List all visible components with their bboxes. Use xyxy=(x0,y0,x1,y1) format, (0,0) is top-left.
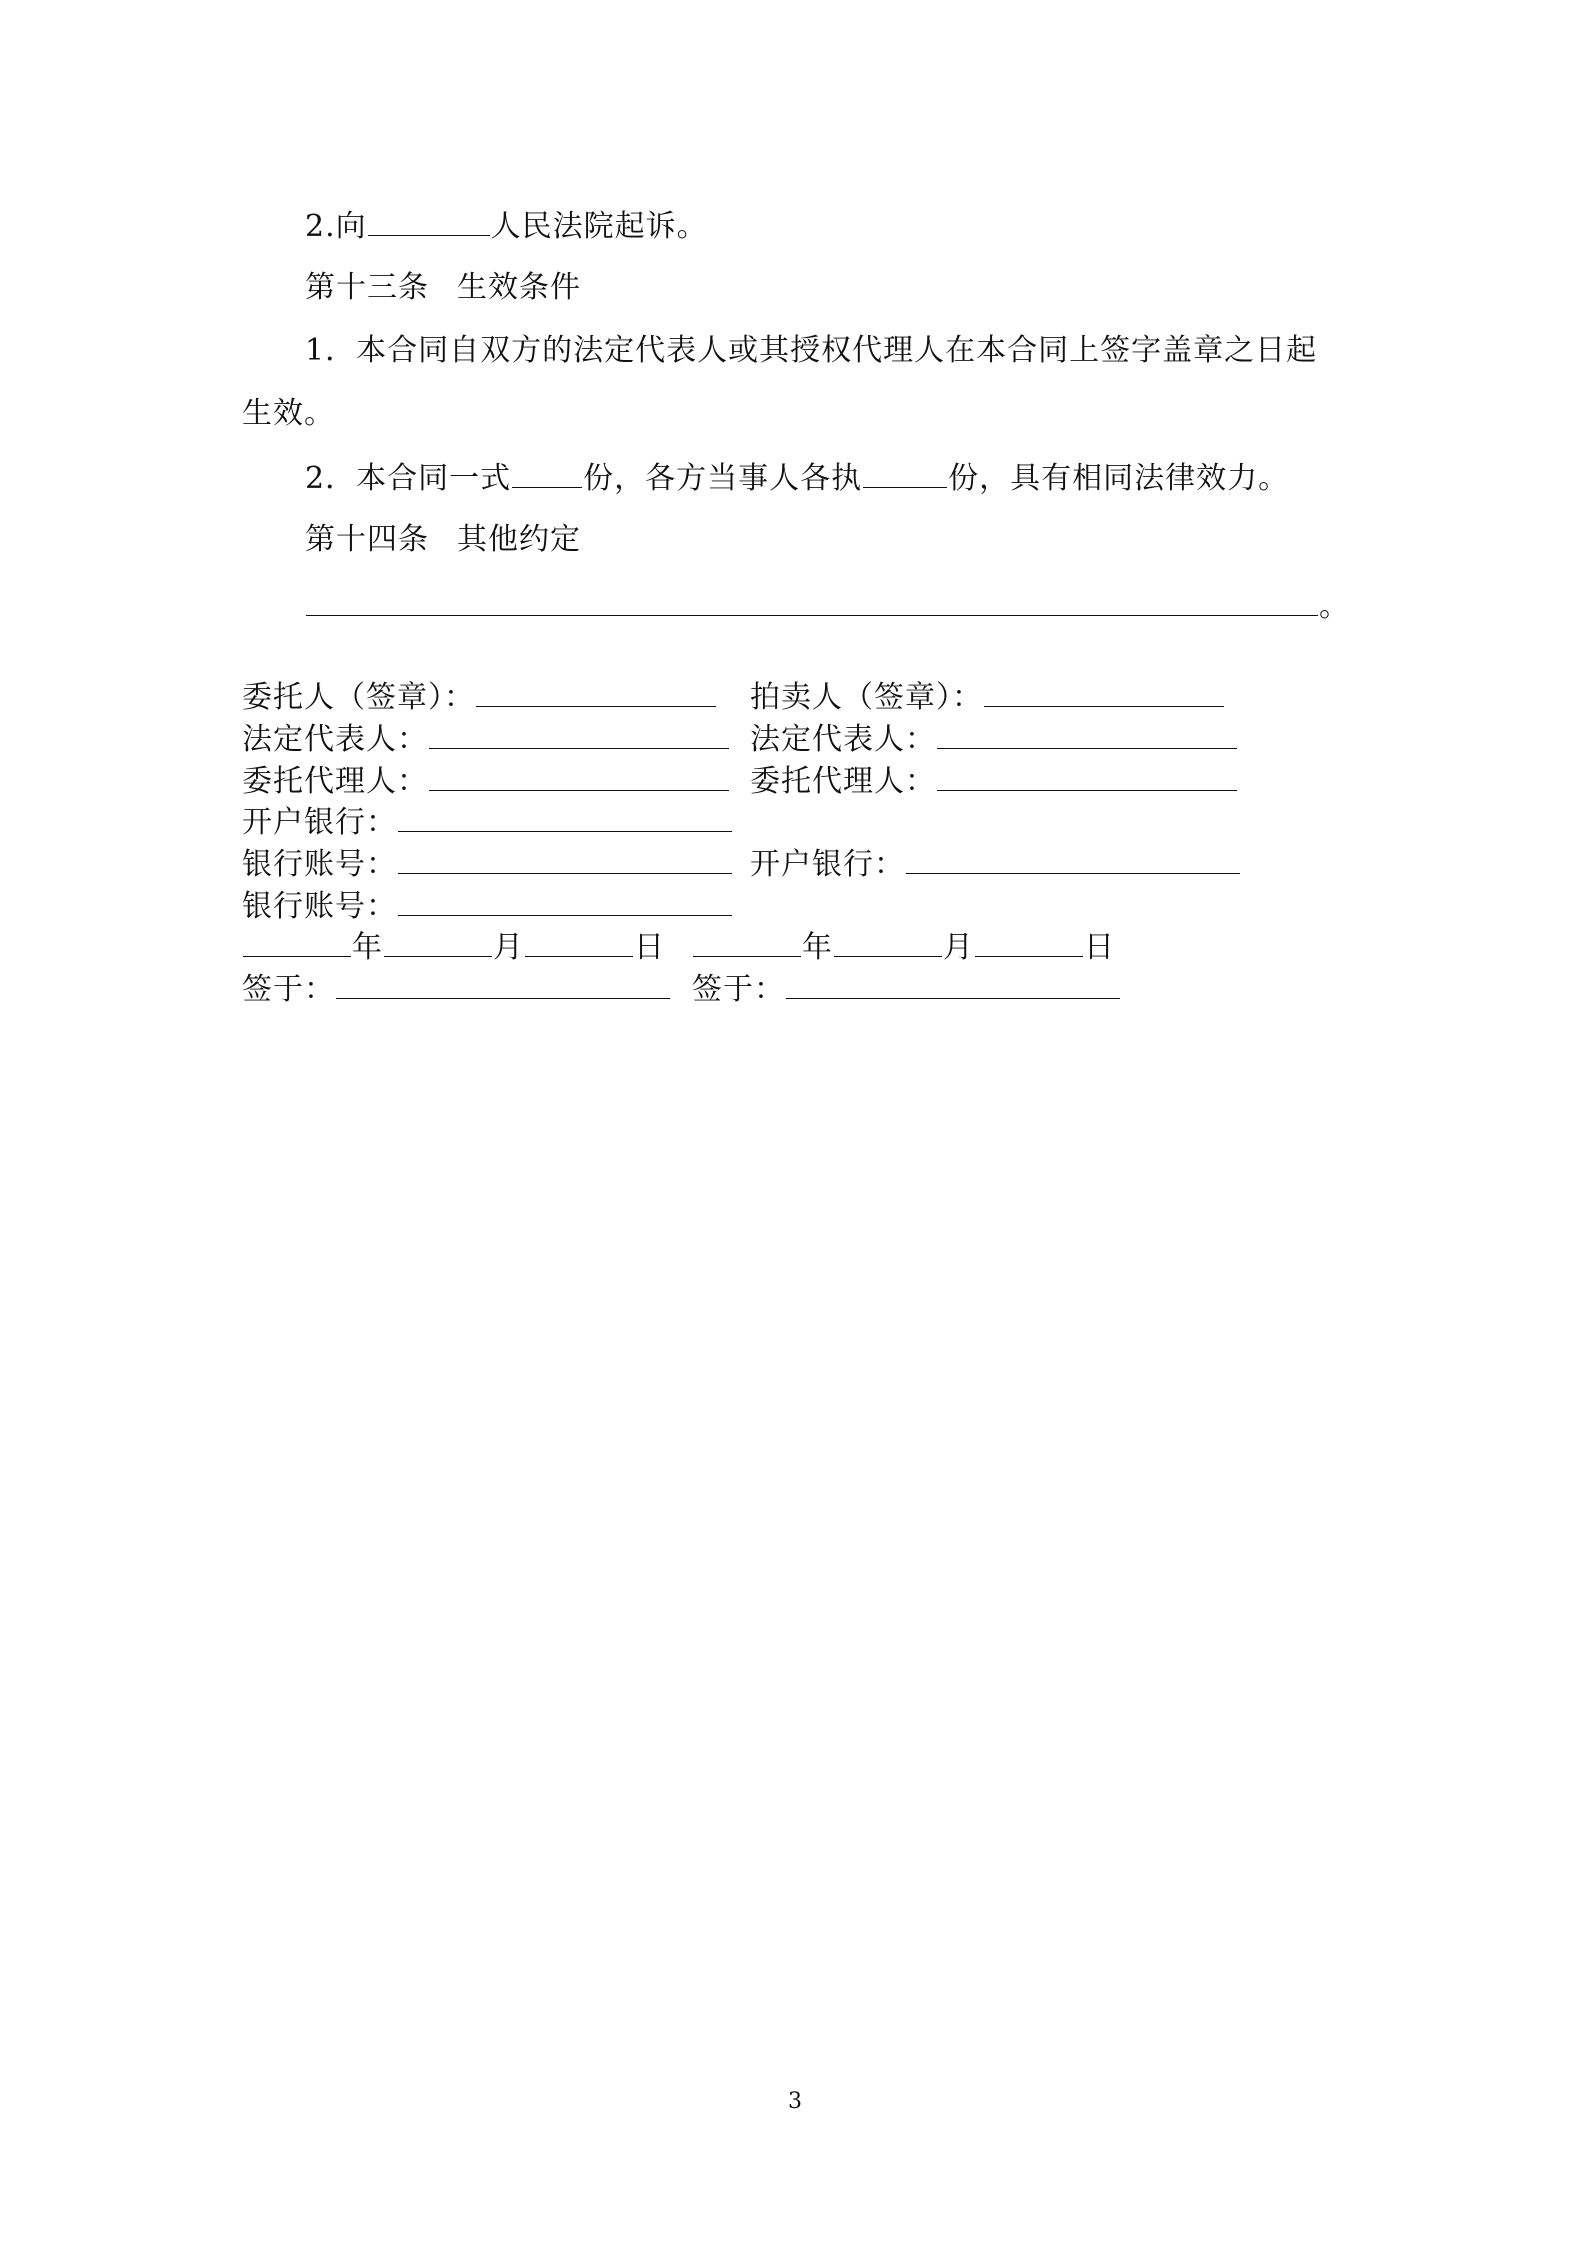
day-left-label: 日 xyxy=(634,930,665,965)
auctioneer-seal-row xyxy=(750,676,1225,718)
consignor-seal-label: 委托人（签章）： xyxy=(242,680,475,715)
account-left-blank-2[interactable] xyxy=(398,885,732,916)
agent-left-label: 委托代理人： xyxy=(242,764,428,799)
month-left-label: 月 xyxy=(493,930,524,965)
signed-at-left-row xyxy=(242,968,671,1010)
legal-rep-left-row xyxy=(242,718,730,760)
account-left-label: 银行账号： xyxy=(242,847,397,882)
article-13-number: 第十三条 xyxy=(305,270,429,305)
date-row-right xyxy=(692,926,1115,968)
legal-rep-left-label: 法定代表人： xyxy=(242,722,428,757)
bank-right-blank[interactable] xyxy=(906,843,1240,874)
legal-rep-right-label: 法定代表人： xyxy=(750,722,936,757)
item-2-suffix: 份，具有相同法律效力。 xyxy=(948,461,1290,496)
item-2-middle: 份，各方当事人各执 xyxy=(583,461,863,496)
item-2-line xyxy=(305,457,1289,499)
item-2-prefix: 2．本合同一式 xyxy=(305,461,512,496)
year-left-blank[interactable] xyxy=(243,926,351,957)
court-line-suffix: 人民法院起诉。 xyxy=(490,209,708,244)
other-agreement-line xyxy=(305,585,1350,627)
signed-at-left-label: 签于： xyxy=(242,972,335,1007)
signed-at-right-blank[interactable] xyxy=(786,968,1120,999)
article-14-title: 其他约定 xyxy=(457,522,581,557)
month-right-label: 月 xyxy=(943,930,974,965)
year-right-label: 年 xyxy=(802,930,833,965)
item-1-line-2: 生效。 xyxy=(242,396,335,431)
page-number: 3 xyxy=(788,2089,802,2114)
day-right-blank[interactable] xyxy=(975,926,1083,957)
article-14-number: 第十四条 xyxy=(305,522,429,557)
consignor-seal-row xyxy=(242,676,717,718)
auctioneer-seal-blank[interactable] xyxy=(984,676,1224,707)
legal-rep-left-blank[interactable] xyxy=(429,718,729,749)
agent-right-label: 委托代理人： xyxy=(750,764,936,799)
article-13-title: 生效条件 xyxy=(457,270,581,305)
account-left-row xyxy=(242,843,733,885)
signed-at-right-row xyxy=(692,968,1121,1010)
year-left-label: 年 xyxy=(352,930,383,965)
account-left-blank[interactable] xyxy=(398,843,732,874)
year-right-blank[interactable] xyxy=(693,926,801,957)
item-1-line-1: 1．本合同自双方的法定代表人或其授权代理人在本合同上签字盖章之日起 xyxy=(305,333,1318,368)
bank-left-label: 开户银行： xyxy=(242,805,397,840)
other-agreement-blank[interactable] xyxy=(306,585,1318,616)
agent-right-blank[interactable] xyxy=(937,760,1237,791)
day-right-label: 日 xyxy=(1084,930,1115,965)
court-line xyxy=(305,205,708,247)
consignor-seal-blank[interactable] xyxy=(476,676,716,707)
article-13-heading xyxy=(305,268,581,308)
other-agreement-end: 。 xyxy=(1319,589,1350,624)
month-right-blank[interactable] xyxy=(834,926,942,957)
bank-right-row xyxy=(750,843,1241,885)
account-left-label-2: 银行账号： xyxy=(242,889,397,924)
copies-total-blank[interactable] xyxy=(512,457,582,488)
bank-right-label: 开户银行： xyxy=(750,847,905,882)
court-name-blank[interactable] xyxy=(368,205,490,236)
court-line-prefix: 2.向 xyxy=(305,209,367,244)
day-left-blank[interactable] xyxy=(525,926,633,957)
auctioneer-seal-label: 拍卖人（签章）： xyxy=(750,680,983,715)
month-left-blank[interactable] xyxy=(384,926,492,957)
copies-each-blank[interactable] xyxy=(863,457,947,488)
signed-at-right-label: 签于： xyxy=(692,972,785,1007)
bank-left-row xyxy=(242,801,733,843)
signed-at-left-blank[interactable] xyxy=(336,968,670,999)
agent-left-row xyxy=(242,760,730,802)
legal-rep-right-row xyxy=(750,718,1238,760)
date-row-left xyxy=(242,926,665,968)
legal-rep-right-blank[interactable] xyxy=(937,718,1237,749)
account-left-row-2 xyxy=(242,885,733,927)
bank-left-blank[interactable] xyxy=(398,801,732,832)
agent-right-row xyxy=(750,760,1238,802)
article-14-heading xyxy=(305,520,581,560)
agent-left-blank[interactable] xyxy=(429,760,729,791)
